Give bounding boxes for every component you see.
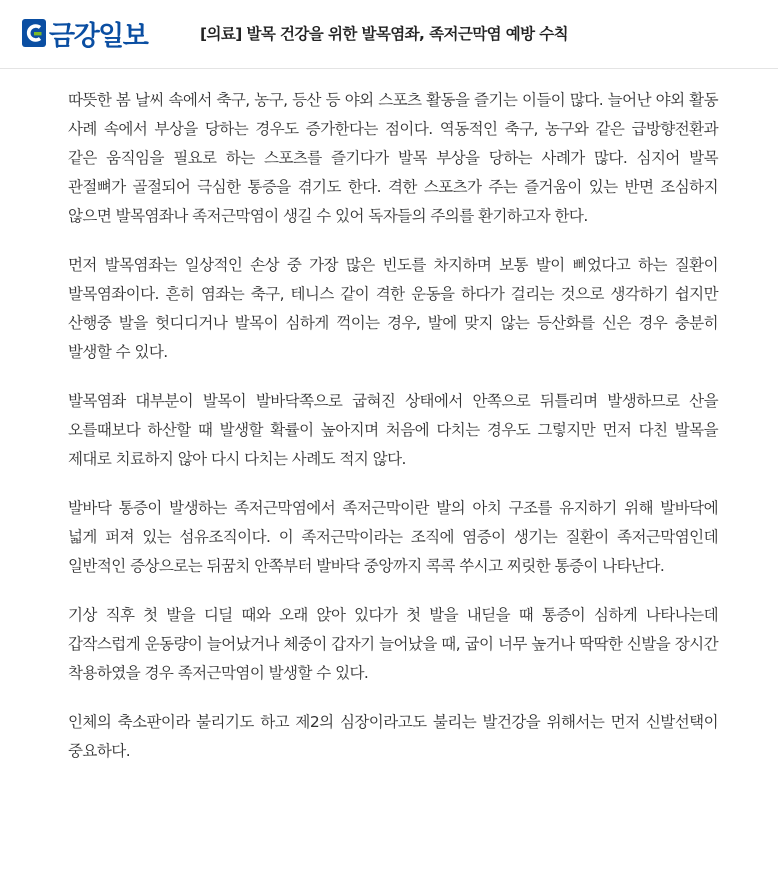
logo-text: 금강일보	[49, 20, 148, 52]
site-logo[interactable]	[22, 15, 147, 51]
article-paragraph: 먼저 발목염좌는 일상적인 손상 중 가장 많은 빈도를 차지하며 보통 발이 삐었다고 하는 질환이 발목염좌이다. 흔히 염좌는 축구, 테니스 같이 격한 운동을 하다가 걸리는 것으로 생각하기 쉽지만 산행중 발을 헛디디거나 발목이 심하게 꺽이는 경우, 발에 맞지 않는 등산화를 신은 경우 충분히 발생할 수 있다.	[68, 256, 718, 361]
article-paragraph: 발바닥 통증이 발생하는 족저근막염에서 족저근막이란 발의 아치 구조를 유지하기 위해 발바닥에 넓게 퍼져 있는 섬유조직이다. 이 족저근막이라는 조직에 염증이 생기는 질환이 족저근막염인데 일반적인 증상으로는 뒤꿈치 안쪽부터 발바닥 중앙까지 콕콕 쑤시고 찌릿한 통증이 나타난다.	[68, 499, 718, 575]
article-paragraph: 기상 직후 첫 발을 디딜 때와 오래 앉아 있다가 첫 발을 내딛을 때 통증이 심하게 나타나는데 갑작스럽게 운동량이 늘어났거나 체중이 갑자기 늘어났을 때, 굽이 너무 높거나 딱딱한 신발을 장시간 착용하였을 경우 족저근막염이 발생할 수 있다.	[68, 606, 718, 682]
article-body	[68, 86, 718, 786]
article-title: [의료] 발목 건강을 위한 발목염좌, 족저근막염 예방 수칙	[200, 25, 569, 43]
logo-g-icon	[22, 19, 46, 47]
article-paragraph: 발목염좌 대부분이 발목이 발바닥쪽으로 굽혀진 상태에서 안쪽으로 뒤틀리며 발생하므로 산을 오를때보다 하산할 때 발생할 확률이 높아지며 처음에 다치는 경우도 그렇지만 먼저 다친 발목을 제대로 치료하지 않아 다시 다치는 사례도 적지 않다.	[68, 392, 718, 468]
article-paragraph: 따뜻한 봄 날씨 속에서 축구, 농구, 등산 등 야외 스포츠 활동을 즐기는 이들이 많다. 늘어난 야외 활동 사례 속에서 부상을 당하는 경우도 증가한다는 점이다. 역동적인 축구, 농구와 같은 급방향전환과 같은 움직임을 필요로 하는 스포츠를 즐기다가 발목 부상을 당하는 사례가 많다. 심지어 발목 관절뼈가 골절되어 극심한 통증을 겪기도 한다. 격한 스포츠가 주는 즐거움이 있는 반면 조심하지 않으면 발목염좌나 족저근막염이 생길 수 있어 독자들의 주의를 환기하고자 한다.	[68, 91, 718, 225]
article-paragraph: 인체의 축소판이라 불리기도 하고 제2의 심장이라고도 불리는 발건강을 위해서는 먼저 신발선택이 중요하다.	[68, 713, 718, 760]
site-header	[0, 0, 778, 69]
